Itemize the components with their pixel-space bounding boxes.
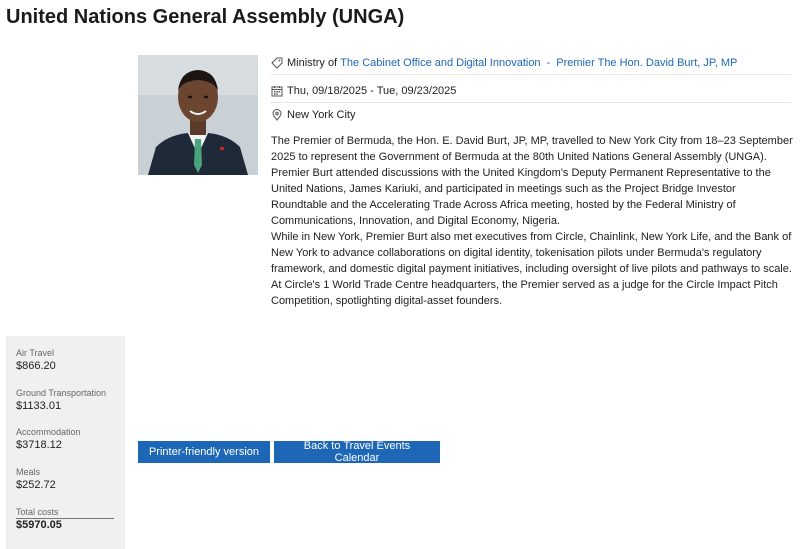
description-paragraph: While in New York, Premier Burt also met executives from Circle, Chainlink, New York Life, and the Bank of New York to advance collaborations on digital identity, tokenisation pilots under Bermuda's regulatory framework, and domestic digital payment initiatives, including oversight of live pilots and pathways to scale. At Circle's 1 World Trade Centre headquarters, the Premier served as a judge for the Circle Impact Pitch Competition, spotlighting digital-asset founders. (271, 231, 792, 307)
meta-separator: - (546, 57, 551, 69)
cost-total (16, 507, 114, 532)
cost-item-meals (16, 467, 114, 492)
event-location: New York City (287, 109, 356, 121)
cost-label: Accommodation (16, 427, 81, 437)
ministry-prefix: Ministry of (287, 57, 338, 69)
cost-label: Ground Transportation (16, 388, 107, 398)
total-value: $5970.05 (16, 519, 62, 531)
premier-portrait (138, 55, 258, 175)
premier-link[interactable]: Premier The Hon. David Burt, JP, MP (556, 57, 738, 69)
costs-panel (6, 336, 125, 549)
location-pin-icon (271, 109, 283, 121)
cost-label: Meals (16, 467, 41, 477)
tag-icon (271, 57, 283, 69)
cost-value: $252.72 (16, 479, 56, 491)
cost-item-accommodation (16, 427, 114, 452)
cost-item-ground-transportation (16, 388, 114, 413)
date-row (271, 80, 791, 103)
description-paragraph: The Premier of Bermuda, the Hon. E. David Burt, JP, MP, travelled to New York City from 18–23 September 2025 to represent the Government of Bermuda at the 80th United Nations General Assembly (UNGA). Premier Burt attended discussions with the United Kingdom's Deputy Permanent Representative to the United Nations, James Kariuki, and participated in meetings such as the Project Bridge Investor Roundtable and the Accelerating Trade Across Africa meeting, hosted by the Federal Ministry of Communications, Innovation, and Digital Economy, Nigeria. (271, 135, 793, 227)
cost-value: $1133.01 (16, 400, 62, 412)
location-row (271, 104, 791, 126)
ministry-row (271, 52, 791, 75)
cost-value: $3718.12 (16, 439, 62, 451)
event-description (271, 133, 793, 309)
calendar-icon (271, 85, 283, 97)
page-title: United Nations General Assembly (UNGA) (6, 6, 405, 28)
event-dates: Thu, 09/18/2025 - Tue, 09/23/2025 (287, 85, 457, 97)
printer-friendly-button[interactable]: Printer-friendly version (138, 441, 270, 463)
cost-value: $866.20 (16, 360, 56, 372)
cost-item-air-travel (16, 348, 114, 373)
total-label: Total costs (16, 507, 59, 517)
back-to-calendar-button[interactable]: Back to Travel Events Calendar (274, 441, 440, 463)
cost-label: Air Travel (16, 348, 55, 358)
ministry-link[interactable]: The Cabinet Office and Digital Innovation (340, 57, 541, 69)
